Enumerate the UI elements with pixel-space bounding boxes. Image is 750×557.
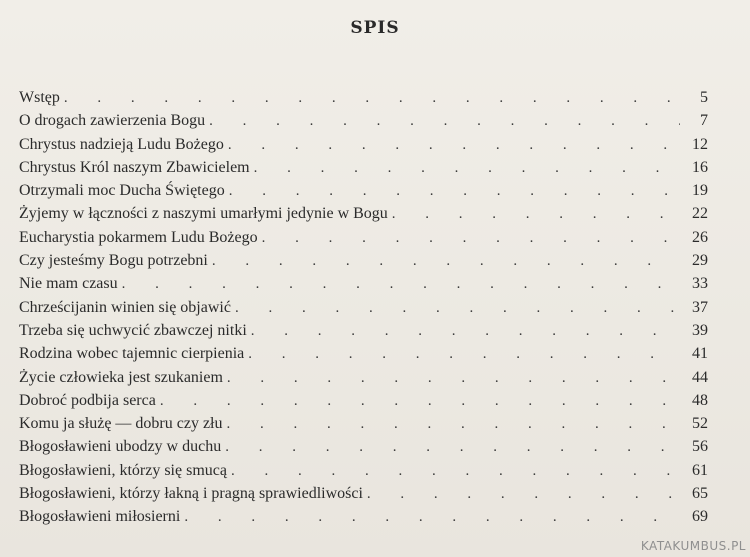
- toc-entry: [19, 345, 708, 368]
- toc-entry-title: Życie człowieka jest szukaniem: [19, 368, 223, 386]
- toc-entry: [19, 205, 708, 228]
- toc-entry-page: 48: [692, 391, 708, 409]
- toc-entry-title: Czy jesteśmy Bogu potrzebni: [19, 252, 208, 270]
- toc-entry-title: Żyjemy w łączności z naszymi umarłymi jedynie w Bogu: [19, 205, 388, 223]
- toc-entry: [19, 89, 708, 112]
- toc-entry-title: Dobroć podbija serca: [19, 391, 156, 409]
- toc-entry: [19, 252, 708, 275]
- toc-entry-title: Otrzymali moc Ducha Świętego: [19, 182, 225, 200]
- table-of-contents: [19, 89, 708, 532]
- toc-entry: [19, 462, 708, 485]
- toc-entry-page: 41: [692, 345, 708, 363]
- toc-entry-title: Błogosławieni miłosierni: [19, 508, 181, 526]
- dot-leader: [229, 183, 680, 200]
- toc-entry: [19, 229, 708, 252]
- toc-entry-title: Wstęp: [19, 89, 60, 106]
- dot-leader: [392, 206, 680, 223]
- toc-entry: [19, 136, 708, 159]
- dot-leader: [122, 276, 680, 293]
- toc-entry-title: Błogosławieni, którzy łakną i pragną sprawiedliwości: [19, 485, 363, 503]
- toc-entry: [19, 438, 708, 461]
- dot-leader: [184, 509, 680, 526]
- toc-entry-page: 65: [692, 485, 708, 503]
- toc-entry: [19, 275, 708, 298]
- dot-leader: [160, 393, 680, 410]
- toc-entry-page: 39: [692, 321, 708, 339]
- dot-leader: [262, 230, 680, 247]
- toc-entry: [19, 322, 708, 345]
- toc-entry-page: 5: [700, 89, 708, 106]
- dot-leader: [228, 137, 680, 154]
- toc-entry-page: 52: [692, 415, 708, 433]
- toc-entry: [19, 392, 708, 415]
- toc-entry-title: Trzeba się uchwycić zbawczej nitki: [19, 321, 247, 339]
- toc-entry-page: 29: [692, 252, 708, 270]
- toc-entry-title: O drogach zawierzenia Bogu: [19, 112, 206, 130]
- page-title: SPIS: [350, 18, 400, 38]
- dot-leader: [227, 416, 681, 433]
- toc-entry-title: Rodzina wobec tajemnic cierpienia: [19, 345, 245, 363]
- toc-entry-title: Komu ja służę — dobru czy złu: [19, 415, 223, 433]
- toc-entry: [19, 485, 708, 508]
- toc-entry: [19, 299, 708, 322]
- toc-entry-page: 56: [692, 438, 708, 456]
- toc-entry-page: 33: [692, 275, 708, 293]
- dot-leader: [231, 463, 680, 480]
- dot-leader: [235, 300, 680, 317]
- dot-leader: [212, 253, 680, 270]
- toc-entry: [19, 159, 708, 182]
- toc-entry-title: Chrześcijanin winien się objawić: [19, 298, 231, 316]
- toc-entry-page: 19: [692, 182, 708, 200]
- toc-entry-page: 7: [700, 112, 708, 130]
- toc-entry-page: 22: [692, 205, 708, 223]
- dot-leader: [254, 160, 680, 177]
- toc-entry-page: 69: [692, 508, 708, 526]
- toc-entry: [19, 415, 708, 438]
- watermark: KATAKUMBUS.PL: [640, 539, 746, 553]
- toc-entry-page: 26: [692, 228, 708, 246]
- dot-leader: [209, 113, 680, 130]
- toc-entry: [19, 182, 708, 205]
- toc-entry-title: Błogosławieni ubodzy w duchu: [19, 438, 222, 456]
- toc-entry-page: 12: [692, 135, 708, 153]
- dot-leader: [64, 90, 680, 107]
- dot-leader: [225, 439, 680, 456]
- dot-leader: [227, 370, 680, 387]
- toc-entry-page: 61: [692, 461, 708, 479]
- toc-entry: [19, 112, 708, 135]
- toc-entry: [19, 369, 708, 392]
- toc-entry-title: Eucharystia pokarmem Ludu Bożego: [19, 228, 258, 246]
- dot-leader: [251, 323, 680, 340]
- dot-leader: [367, 486, 680, 503]
- toc-entry-page: 16: [692, 158, 708, 176]
- dot-leader: [248, 346, 680, 363]
- toc-entry-title: Nie mam czasu: [19, 275, 118, 293]
- toc-entry-page: 44: [692, 368, 708, 386]
- toc-entry-title: Chrystus Król naszym Zbawicielem: [19, 158, 250, 176]
- toc-entry: [19, 508, 708, 531]
- toc-entry-page: 37: [692, 298, 708, 316]
- toc-entry-title: Błogosławieni, którzy się smucą: [19, 461, 227, 479]
- toc-entry-title: Chrystus nadzieją Ludu Bożego: [19, 135, 224, 153]
